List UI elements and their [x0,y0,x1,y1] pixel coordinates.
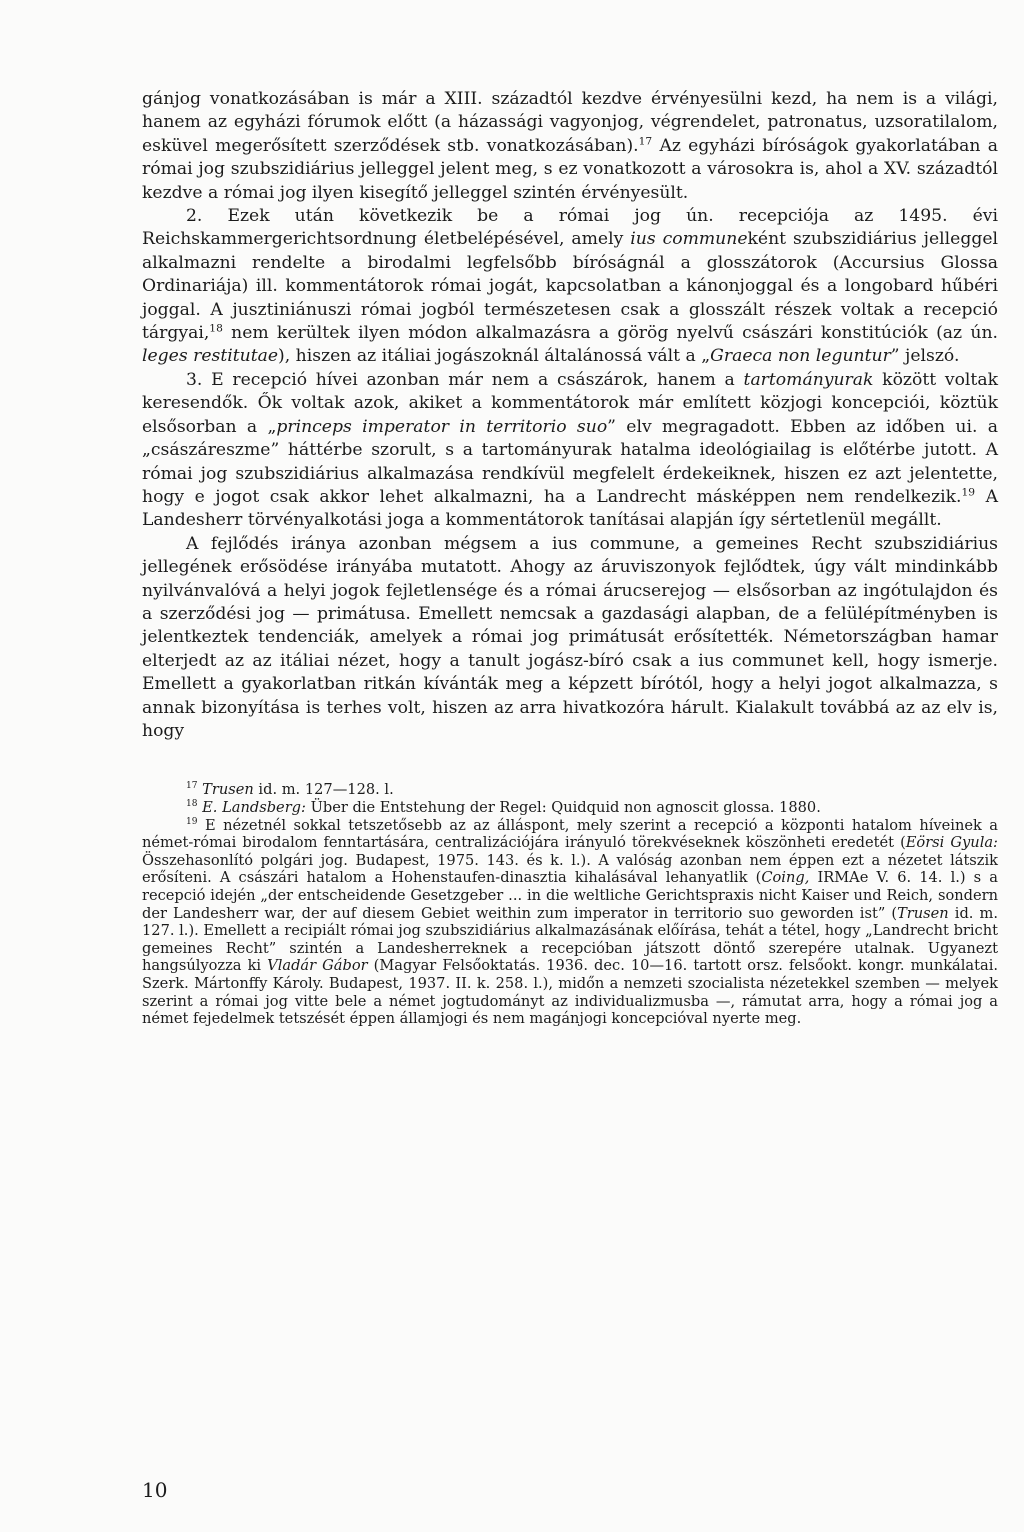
footnote-19: $^{19}$ E nézetnél sokkal tetszetősebb az az álláspont, mely szerint a recepció a központi hatalom híveinek a német-római birodalom fenntartására, centralizációjára irányuló törekvéseknek köszönheti eredetét (Eörsi Gyula: Összehasonlító polgári jog. Budapest, 1975. 143. és k. l.). A valóság azonban nem éppen ezt a nézetet látszik erősíteni. A császári hatalom a Hohenstaufen-dinasztia kihalásával lehanyatlik (Coing, IRMAe V. 6. 14. l.) s a recepció idején „der entscheidende Gesetzgeber ... in die weltliche Gerichtspraxis nicht Kaiser und Reich, sondern der Landesherr war, der auf diesem Gebiet weithin zum imperator in territorio suo geworden ist” (Trusen id. m. 127. l.). Emellett a recipiált római jog szubszidiárius alkalmazásának előírása, tehát a tétel, hogy „Landrecht bricht gemeines Recht” szintén a Landesherreknek a recepcióban játszott döntő szerepére utalnak. Ugyanezt hangsúlyozza ki Vladár Gábor (Magyar Felsőoktatás. 1936. dec. 10—16. tartott orsz. felsőokt. kongr. munkálatai. Szerk. Mártonffy Károly. Budapest, 1937. II. k. 258. l.), midőn a nemzeti szocialista nézetekkel szemben — melyek szerint a római jog vitte bele a német jogtudományt az individualizmusba —, rámutat arra, hogy a római jog a német fejedelmek tetszését éppen államjogi és nem magánjogi koncepcióval nyerte meg. [142,816,998,1028]
footnote-ref: 17 [638,134,653,148]
page-content [142,88,998,1028]
footnote-ref: 17 [186,781,198,792]
paragraph-2: 2. Ezek után következik be a római jog ún. recepciója az 1495. évi Reichskammergerichtsordnung életbelépésével, amely ius communeként szubszidiárius jelleggel alkalmazni rendelte a birodalmi legfelsőbb bíróságnál a glosszátorok (Accursius Glossa Ordinariája) ill. kommentátorok római jogát, kapcsolatban a kánonjoggal és a longobard hűbéri joggal. A jusztiniánuszi római jogból természetesen csak a glosszált részek voltak a recepció tárgyai,$^{18}$ nem kerültek ilyen módon alkalmazásra a görög nyelvű császári konstitúciók (az ún. leges restitutae), hiszen az itáliai jogászoknál általánossá vált a „Graeca non leguntur” jelszó. [142,206,998,367]
page-number: 10 [142,1478,168,1502]
italic-text: ius commune [630,229,748,250]
italic-text: Eörsi Gyula: [905,834,998,852]
italic-text: Coing, [761,869,810,887]
footnote-ref: 19 [961,485,976,499]
footnote-17: $^{17}$ Trusen id. m. 127—128. l. [186,781,394,799]
paragraph-1: gánjog vonatkozásában is már a XIII. századtól kezdve érvényesülni kezd, ha nem is a világi, hanem az egyházi fórumok előtt (a házassági vagyonjog, végrendelet, patronatus, uzsoratilalom, esküvel megerősített szerződések stb. vonatkozásában).$^{17}$ Az egyházi bíróságok gyakorlatában a római jog szubszidiárius jelleggel jelent meg, s ez vonatkozott a városokra is, ahol a XV. századtól kezdve a római jog ilyen kisegítő jelleggel szintén érvényesült. [142,89,998,203]
footnote-ref: 19 [186,816,198,827]
italic-text: Graeca non leguntur [710,346,891,367]
italic-text: Trusen [897,904,949,922]
footnotes [142,781,998,1027]
italic-text: E. Landsberg: [202,798,306,816]
body-text [142,88,998,743]
footnote-18: $^{18}$ E. Landsberg: Über die Entstehung der Regel: Quidquid non agnoscit glossa. 1880. [186,798,821,816]
italic-text: leges restitutae [142,346,279,367]
italic-text: Vladár Gábor [267,957,368,975]
italic-text: princeps imperator in territorio suo [276,416,608,437]
italic-text: tartományurak [743,369,874,390]
paragraph-4: A fejlődés iránya azonban mégsem a ius commune, a gemeines Recht szubszidiárius jellegének erősödése irányába mutatott. Ahogy az áruviszonyok fejlődtek, úgy vált mindinkább nyilvánvalóvá a helyi jogok fejletlensége és a római árucserejog — elsősorban az ingótulajdon és a szerződési jog — primátusa. Emellett nemcsak a gazdasági alapban, de a felülépítményben is jelentkeztek tendenciák, amelyek a római jog primátusát erősítették. Németországban hamar elterjedt az az itáliai nézet, hogy a tanult jogász-bíró csak a ius communet kell, hogy ismerje. Emellett a gyakorlatban ritkán kívánták meg a képzett bírótól, hogy a helyi jogot alkalmazza, s annak bizonyítása is terhes volt, hiszen az arra hivatkozóra hárult. Kialakult továbbá az az elv is, hogy [142,533,998,741]
paragraph-3: 3. E recepció hívei azonban már nem a császárok, hanem a tartományurak között voltak keresendők. Ők voltak azok, akiket a kommentátorok már említett közjogi koncepciói, köztük elsősorban a „princeps imperator in territorio suo” elv megragadott. Ebben az időben ui. a „császáreszme” háttérbe szorult, s a tartományurak hatalma ideológiailag is előtérbe jutott. A római jog szubszidiárius alkalmazása rendkívül megfelelt érdekeiknek, hiszen ez azt jelentette, hogy e jogot csak akkor lehet alkalmazni, ha a Landrecht másképpen nem rendelkezik.$^{19}$ A Landesherr törvényalkotási joga a kommentátorok tanításai alapján így sértetlenül megállt. [142,369,999,531]
footnote-ref: 18 [186,799,198,810]
italic-text: Trusen [202,781,254,799]
footnote-ref: 18 [209,321,223,335]
